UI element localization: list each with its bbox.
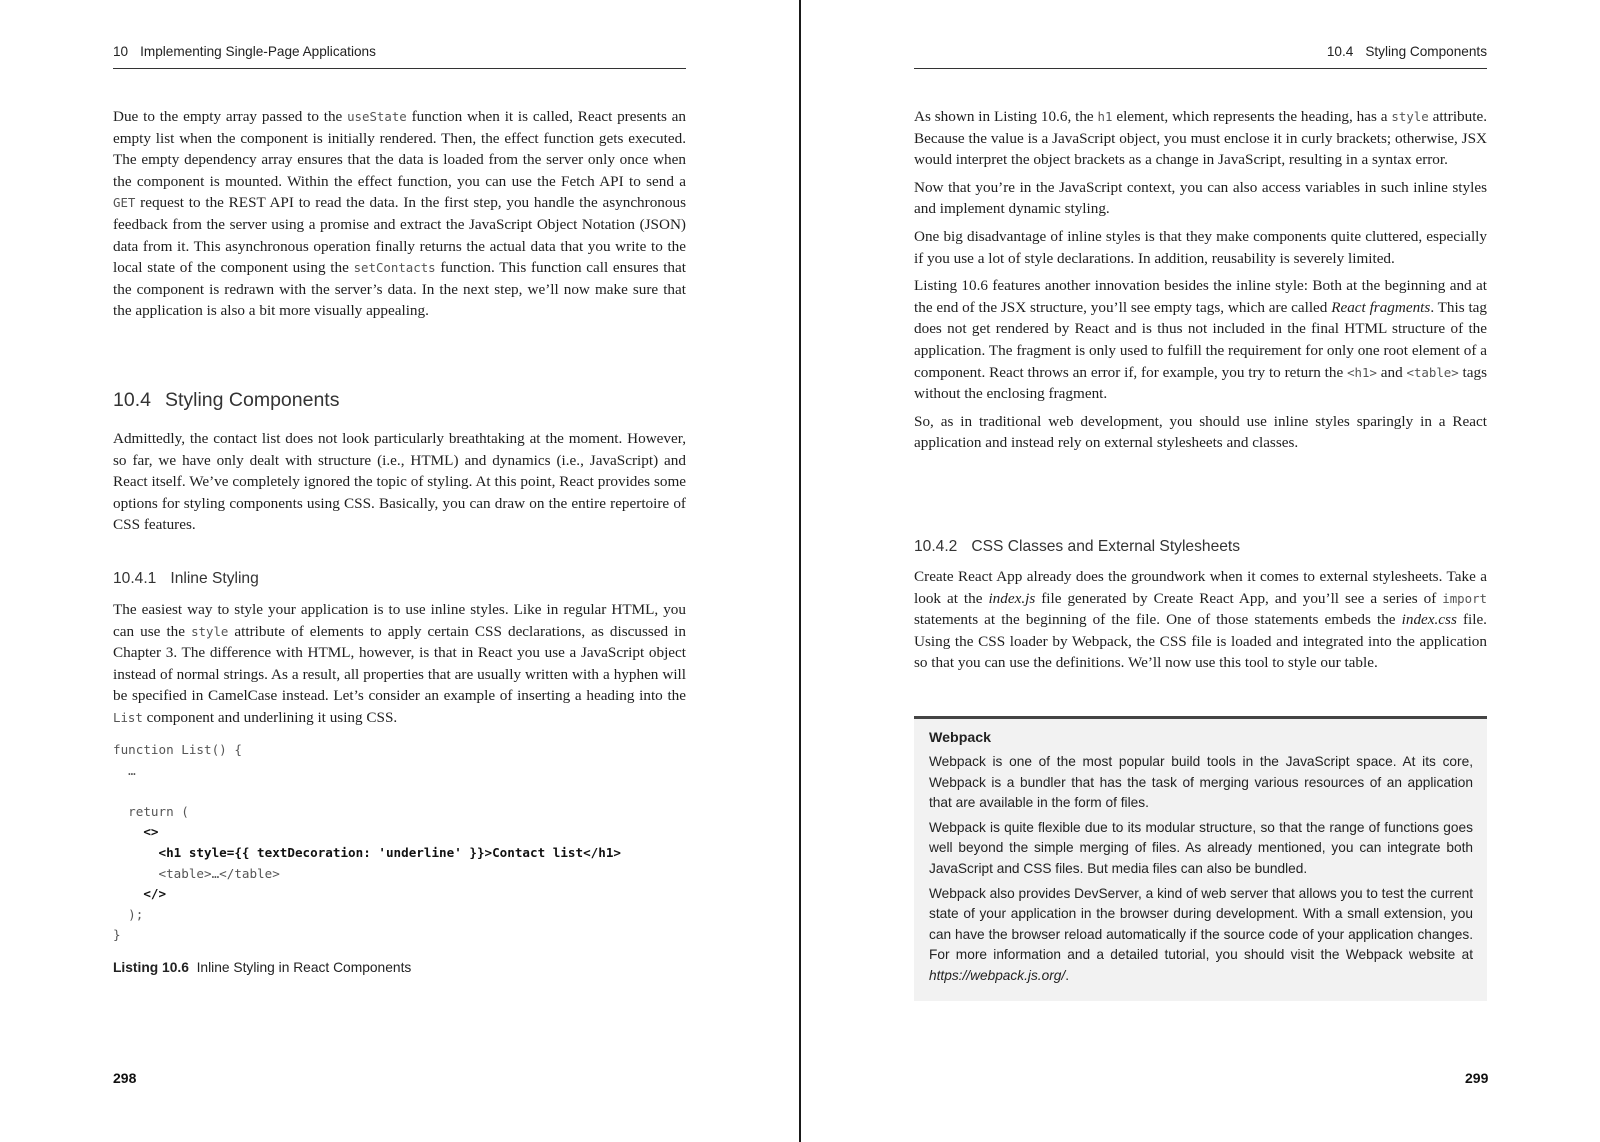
inline-code: style	[1391, 109, 1429, 124]
subsection-paragraph: The easiest way to style your application is to use inline styles. Like in regular HTML, you can use the style attribute of elements to apply certain CSS declarations, as discussed in Chapter 3. The difference with HTML, however, is that in React you use a JavaScript object instead of normal strings. As a result, all properties that are usually written with a hyphen will be specified in CamelCase instead. Let’s consider an example of inserting a heading into the List component and underlining it using CSS.	[113, 601, 686, 726]
code-line: </>	[113, 886, 167, 902]
chapter-title: Implementing Single-Page Applications	[140, 44, 376, 59]
inline-code: useState	[347, 109, 407, 124]
code-line: }	[113, 927, 121, 943]
paragraph: As shown in Listing 10.6, the h1 element, which represents the heading, has a style attribute. Because the value is a JavaScript object, you must enclose it in curly brackets; otherwise, JSX would interpret the object brackets as a change in JavaScript, resulting in a syntax error.	[914, 108, 1487, 169]
intro-paragraph-block	[113, 106, 686, 322]
code-line: );	[113, 906, 144, 922]
running-header	[113, 44, 686, 69]
box-title: Webpack	[929, 730, 992, 746]
right-page	[800, 0, 1600, 1142]
inline-code: <h1>	[1347, 364, 1377, 380]
code-listing	[113, 740, 686, 946]
code-line: return (	[113, 803, 189, 819]
code-line: <>	[113, 824, 159, 840]
inline-code: import	[1442, 590, 1487, 606]
section-heading	[113, 389, 686, 412]
box-paragraph: Webpack is one of the most popular build tools in the JavaScript space. At its core, Webpack is a bundler that has the task of merging various resources of an application that are available in the form of files.	[929, 754, 1473, 811]
code-line: <h1 style={{ textDecoration: 'underline' }}>Contact list</h1>	[113, 844, 621, 860]
page-number: 299	[1465, 1070, 1489, 1086]
page-number: 298	[113, 1070, 137, 1086]
section-title: Styling Components	[1365, 44, 1487, 59]
section-number: 10.4	[1326, 44, 1354, 59]
code-line: …	[113, 762, 136, 778]
inline-code: List	[113, 709, 143, 725]
inline-code: setContacts	[353, 260, 436, 276]
filename: index.css	[1401, 611, 1457, 629]
subsection-number: 10.4.2	[914, 538, 958, 555]
intro-paragraph: Due to the empty array passed to the useState function when it is called, React presents an empty list when the component is initially rendered. Then, the effect function gets executed. The empty dependency array ensures that the data is loaded from the server only once when the component is mounted. Within the effect function, you can use the Fetch API to send a GET request to the REST API to read the data. In the first step, you handle the asynchronous feedback from the server using a promise and extract the JavaScript Object Notation (JSON) data from it. This asynchronous operation finally returns the actual data that you write to the local state of the component using the setContacts function. This function call ensures that the component is redrawn with the server’s data. In the next step, we’ll now make sure that the application is also a bit more visually appealing.	[113, 108, 686, 320]
section-paragraph-block	[113, 428, 686, 536]
subsection-paragraph-block	[914, 566, 1487, 674]
paragraph: Listing 10.6 features another innovation besides the inline style: Both at the beginning and at the end of the JSX structure, you’ll see empty tags, which are called React fragments. This tag does not get rendered by React and is thus not included in the final HTML structure of the application. The fragment is only used to fulfill the requirement for only one root element of a component. React throws an error if, for example, you try to return the <h1> and <table> tags without the enclosing fragment.	[914, 277, 1488, 403]
code-line: <table>…</table>	[113, 865, 280, 881]
inline-code: GET	[113, 195, 136, 211]
paragraph: Now that you’re in the JavaScript context, you can also access variables in such inline styles and implement dynamic styling.	[914, 178, 1487, 218]
listing-label: Listing 10.6	[113, 960, 189, 975]
box-paragraph: Webpack also provides DevServer, a kind of web server that allows you to test the current state of your application in the browser during development. With a small extension, you can have the browser reload automatically if the source code of your application changes. For more information and a detailed tutorial, you should visit the Webpack website at https://webpack.js.org/.	[929, 885, 1473, 983]
running-header	[914, 44, 1487, 69]
subsection-paragraph: Create React App already does the groundwork when it comes to external stylesheets. Take a look at the index.js file generated by Create React App, and you’ll see a series of import statements at the beginning of the file. One of those statements embeds the index.css file. Using the CSS loader by Webpack, the CSS file is loaded and integrated into the application so that you can use the definitions. We’ll now use this tool to style our table.	[914, 568, 1487, 672]
listing-caption-text: Inline Styling in React Components	[196, 960, 412, 975]
webpack-info-box	[914, 716, 1487, 1001]
emphasis: React fragments	[1331, 298, 1431, 316]
section-title: Styling Components	[164, 389, 340, 411]
code-keyword: function	[113, 742, 174, 757]
paragraph: One big disadvantage of inline styles is that they make components quite cluttered, especially if you use a lot of style declarations. In addition, reusability is severely limited.	[914, 227, 1487, 267]
subsection-title: Inline Styling	[170, 570, 259, 587]
inline-code: style	[191, 623, 229, 639]
filename: index.js	[988, 589, 1036, 607]
subsection-paragraph-block	[113, 599, 686, 729]
section-number: 10.4	[113, 389, 151, 411]
inline-code: h1	[1097, 109, 1113, 124]
subsection-number: 10.4.1	[113, 570, 157, 587]
section-paragraph: Admittedly, the contact list does not look particularly breathtaking at the moment. However, so far, we have only dealt with structure (i.e., HTML) and dynamics (i.e., JavaScript) and React itself. We’ve completely ignored the topic of styling. At this point, React provides some options for styling components using CSS. Basically, you can draw on the entire repertoire of CSS features.	[113, 430, 686, 534]
paragraph: So, as in traditional web development, you should use inline styles sparingly in a React application and instead rely on external stylesheets and classes.	[914, 412, 1487, 452]
subsection-heading	[914, 538, 1487, 556]
subsection-heading	[113, 570, 686, 588]
box-paragraph: Webpack is quite flexible due to its modular structure, so that the range of functions goes well beyond the simple merging of files. As already mentioned, you can integrate both JavaScript and CSS files. But media files can also be bundled.	[929, 819, 1473, 876]
webpack-link[interactable]: https://webpack.js.org/	[929, 967, 1066, 983]
body-text-block	[914, 106, 1487, 454]
code-line: List() {	[173, 742, 242, 757]
inline-code: <table>	[1406, 364, 1459, 380]
subsection-title: CSS Classes and External Stylesheets	[971, 538, 1241, 555]
chapter-number: 10	[113, 44, 129, 59]
listing-caption	[113, 960, 686, 975]
